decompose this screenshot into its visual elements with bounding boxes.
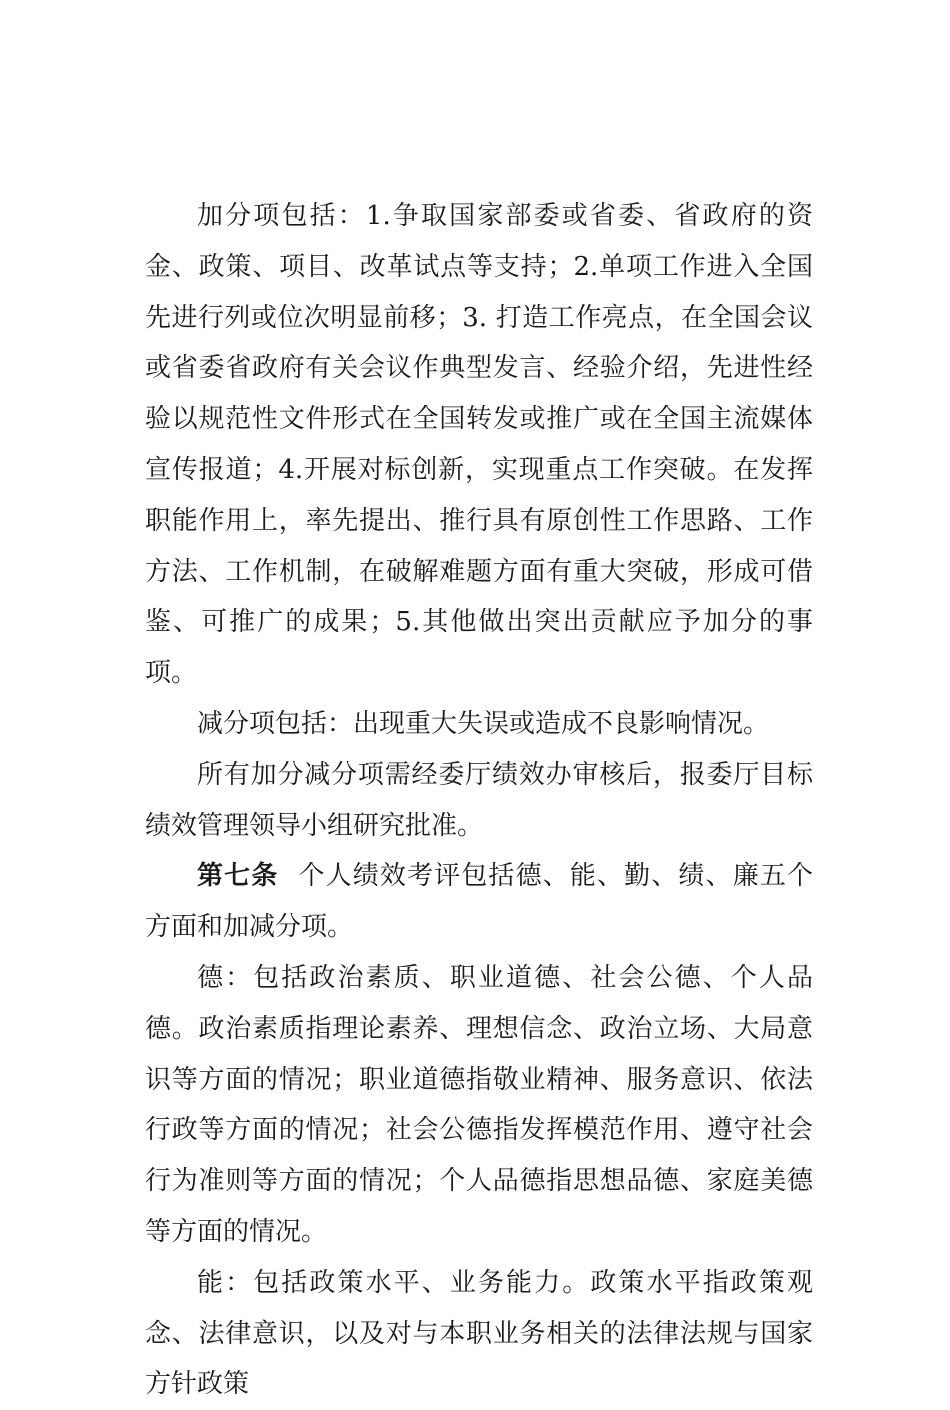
paragraph-text: 个人绩效考评包括德、能、勤、绩、廉五个方面和加减分项。 bbox=[145, 861, 813, 943]
paragraph-approval bbox=[145, 750, 813, 852]
paragraph-ability bbox=[145, 1258, 813, 1410]
paragraph-morality bbox=[145, 953, 813, 1258]
paragraph-bonus-items bbox=[145, 191, 813, 699]
paragraph-text: 德：包括政治素质、职业道德、社会公德、个人品德。政治素质指理论素养、理想信念、政治立场、大局意识等方面的情况；职业道德指敬业精神、服务意识、依法行政等方面的情况；社会公德指发挥模范作用、遵守社会行为准则等方面的情况；个人品德指思想品德、家庭美德等方面的情况。 bbox=[145, 962, 813, 1247]
paragraph-deduction-items bbox=[145, 699, 813, 750]
article-label: 第七条 bbox=[197, 861, 279, 892]
paragraph-text: 加分项包括：1.争取国家部委或省委、省政府的资金、政策、项目、改革试点等支持；2.单项工作进入全国先进行列或位次明显前移；3. 打造工作亮点，在全国会议或省委省政府有关会议作典型发言、经验介绍，先进性经验以规范性文件形式在全国转发或推广或在全国主流媒体宣传报道；4.开展对标创新，实现重点工作突破。在发挥职能作用上，率先提出、推行具有原创性工作思路、工作方法、工作机制，在破解难题方面有重大突破，形成可借鉴、可推广的成果；5.其他做出突出贡献应予加分的事项。 bbox=[145, 201, 813, 689]
document-body bbox=[145, 191, 813, 1410]
paragraph-text: 能：包括政策水平、业务能力。政策水平指政策观念、法律意识，以及对与本职业务相关的法律法规与国家方针政策 bbox=[145, 1267, 813, 1400]
paragraph-text: 所有加分减分项需经委厅绩效办审核后，报委厅目标绩效管理领导小组研究批准。 bbox=[145, 759, 813, 841]
paragraph-article-seven bbox=[145, 851, 813, 953]
paragraph-text: 减分项包括：出现重大失误或造成不良影响情况。 bbox=[197, 708, 770, 739]
